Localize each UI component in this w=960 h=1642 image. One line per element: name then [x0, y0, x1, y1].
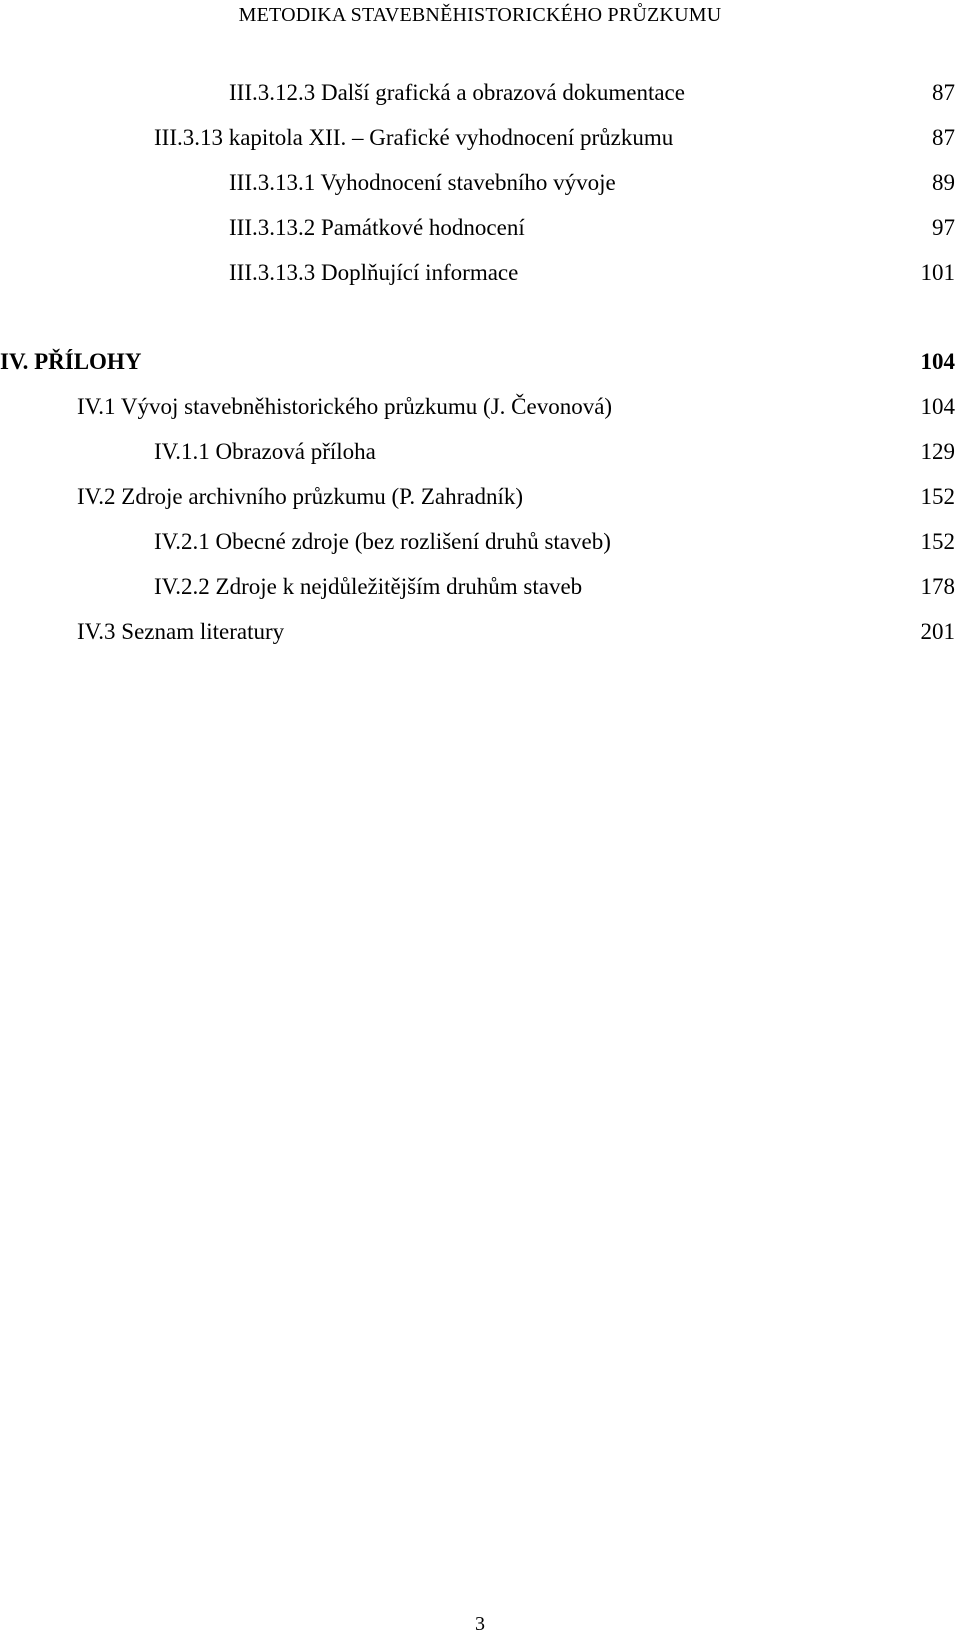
toc-entry-title: IV.1 Vývoj stavebněhistorického průzkumu (J. Čevonová) [77, 394, 613, 419]
toc-entry-title: IV.1.1 Obrazová příloha [154, 439, 376, 464]
toc-entry-title: IV.3 Seznam literatury [77, 619, 285, 644]
toc-section-heading[interactable] [0, 347, 955, 377]
toc-entry-page: 104 [920, 394, 955, 419]
toc-entry[interactable] [77, 482, 955, 512]
toc-entry[interactable] [154, 572, 955, 602]
toc-entry-title: III.3.12.3 Další grafická a obrazová dokumentace [229, 80, 685, 105]
toc-entry-page: 97 [932, 215, 955, 240]
toc-entry-title: IV.2.1 Obecné zdroje (bez rozlišení druhů staveb) [154, 529, 611, 554]
toc-entry[interactable] [77, 617, 955, 647]
toc-entry[interactable] [229, 213, 955, 243]
toc-entry-title: III.3.13.2 Památkové hodnocení [229, 215, 525, 240]
toc-entry-title: III.3.13.1 Vyhodnocení stavebního vývoje [229, 170, 616, 195]
toc-entry-page: 129 [920, 439, 955, 464]
toc-entry-page: 201 [920, 619, 955, 644]
page-number: 3 [475, 1613, 485, 1635]
toc-entry-page: 89 [932, 170, 955, 195]
running-header: METODIKA STAVEBNĚHISTORICKÉHO PRŮZKUMU [238, 4, 722, 26]
toc-entry[interactable] [229, 168, 955, 198]
toc-entry-title: III.3.13.3 Doplňující informace [229, 260, 519, 285]
toc-entry-page: 152 [920, 529, 955, 554]
toc-entry[interactable] [154, 437, 955, 467]
toc-entry[interactable] [77, 392, 955, 422]
toc-entry-page: 178 [920, 574, 955, 599]
toc-entry-title: IV.2 Zdroje archivního průzkumu (P. Zahradník) [77, 484, 524, 509]
toc-entry-title: IV. PŘÍLOHY [0, 349, 142, 374]
toc-entry[interactable] [154, 123, 955, 153]
toc-entry-page: 101 [920, 260, 955, 285]
toc-entry-title: III.3.13 kapitola XII. – Grafické vyhodnocení průzkumu [154, 125, 674, 150]
toc-entry[interactable] [229, 78, 955, 108]
toc-entry-page: 104 [920, 349, 955, 374]
toc-entry[interactable] [229, 258, 955, 288]
toc-entry[interactable] [154, 527, 955, 557]
toc-entry-page: 152 [920, 484, 955, 509]
toc-entry-page: 87 [932, 125, 955, 150]
toc-entry-title: IV.2.2 Zdroje k nejdůležitějším druhům staveb [154, 574, 583, 599]
toc-entry-page: 87 [932, 80, 955, 105]
